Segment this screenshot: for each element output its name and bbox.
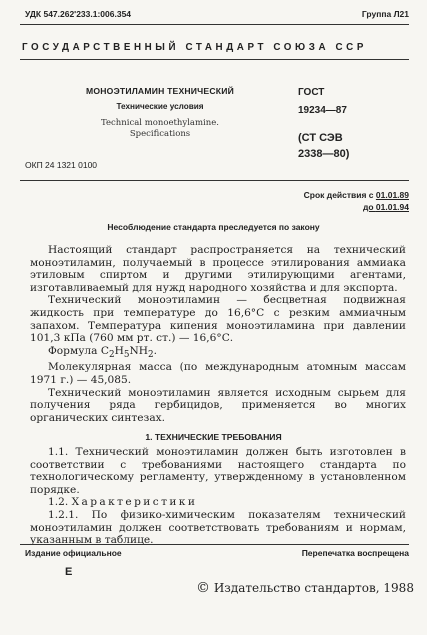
section-text xyxy=(30,446,406,547)
copyright-line xyxy=(196,580,414,596)
validity-block xyxy=(304,189,409,213)
validity-from xyxy=(304,189,409,201)
copyright-symbol: © xyxy=(196,580,210,596)
group-code: Группа Л21 xyxy=(361,9,409,19)
formula-nh: NH xyxy=(129,344,148,357)
edition-letter: Е xyxy=(65,566,73,578)
banner-rule xyxy=(20,59,409,60)
intro-paragraph-formula xyxy=(30,345,406,362)
title-block xyxy=(40,86,280,140)
formula-h: H xyxy=(114,344,124,357)
udk-code: УДК 547.262'233.1:006.354 xyxy=(25,9,132,19)
intro-text xyxy=(30,244,406,424)
validity-from-date: 01.01.89 xyxy=(375,190,409,200)
section-heading: 1. ТЕХНИЧЕСКИЕ ТРЕБОВАНИЯ xyxy=(145,432,282,442)
gost-number: 19234—87 xyxy=(298,105,347,116)
formula-sub-1: 2 xyxy=(108,349,115,360)
validity-to-label: до xyxy=(362,202,376,212)
state-standard-banner: ГОСУДАРСТВЕННЫЙ СТАНДАРТ СОЮЗА ССР xyxy=(22,42,367,53)
st-sev-line2: 2338—80) xyxy=(298,148,350,160)
top-rule xyxy=(20,24,409,25)
formula-sub-2: 5 xyxy=(123,349,130,360)
law-warning: Несоблюдение стандарта преследуется по закону xyxy=(107,222,320,232)
formula-c: Формула C xyxy=(48,344,109,357)
english-title-line1: Technical monoethylamine. xyxy=(101,118,219,128)
validity-from-label: Срок действия с xyxy=(303,190,376,200)
st-sev-block xyxy=(298,130,349,162)
intro-paragraph-mass: Молекулярная масса (по международным атомным массам 1971 г.) — 45,085. xyxy=(30,361,406,387)
validity-to xyxy=(304,201,409,213)
st-sev-line1: (СТ СЭВ xyxy=(298,132,343,144)
english-title-line2: Specifications xyxy=(129,129,191,139)
document-title: МОНОЭТИЛАМИН ТЕХНИЧЕСКИЙ xyxy=(86,86,234,96)
formula-sub-3: 2 xyxy=(147,349,154,360)
reprint-prohibited: Перепечатка воспрещена xyxy=(301,548,409,558)
intro-paragraph-properties: Технический моноэтиламин — бесцветная подвижная жидкость при температуре до 16,6°С с резким аммиачным запахом. Температура кипения моноэтиламина при давлении 101,3 кПа (760 мм рт. ст.) — 16,6°С. xyxy=(30,294,406,345)
formula-period: . xyxy=(153,344,157,357)
intro-paragraph-scope: Настоящий стандарт распространяется на технический моноэтиламин, получаемый в процессе этилирования аммиака этиловым спиртом и другими этилирующими агентами, изготавливаемый для нужд народного хозяйства и для экспорта. xyxy=(30,244,406,294)
copyright-text: Издательство стандартов, 1988 xyxy=(213,581,414,595)
english-title xyxy=(40,118,280,140)
clause-1-2-number: 1.2. xyxy=(48,496,72,509)
gost-label: ГОСТ xyxy=(298,87,325,98)
gost-block xyxy=(298,84,347,120)
clause-1-2-title: Характеристики xyxy=(71,496,198,509)
clause-1-1: 1.1. Технический моноэтиламин должен быть изготовлен в соответствии с требованиями настоящего стандарта по технологическому регламенту, утвержденному в установленном порядке. xyxy=(30,446,406,496)
clause-1-2 xyxy=(30,496,406,509)
footer-rule xyxy=(20,544,409,545)
official-edition: Издание официальное xyxy=(25,548,122,558)
clause-1-2-1: 1.2.1. По физико-химическим показателям технический моноэтиламин должен соответствовать требованиям и нормам, указанным в таблице. xyxy=(30,508,406,547)
intro-paragraph-usage: Технический моноэтиламин является исходным сырьем для получения ряда гербицидов, применяется во многих органических синтезах. xyxy=(30,386,406,424)
okp-code: ОКП 24 1321 0100 xyxy=(25,160,98,170)
validity-to-date: 01.01.94 xyxy=(375,202,409,212)
header-rule xyxy=(20,180,409,181)
document-subtitle: Технические условия xyxy=(116,102,204,111)
